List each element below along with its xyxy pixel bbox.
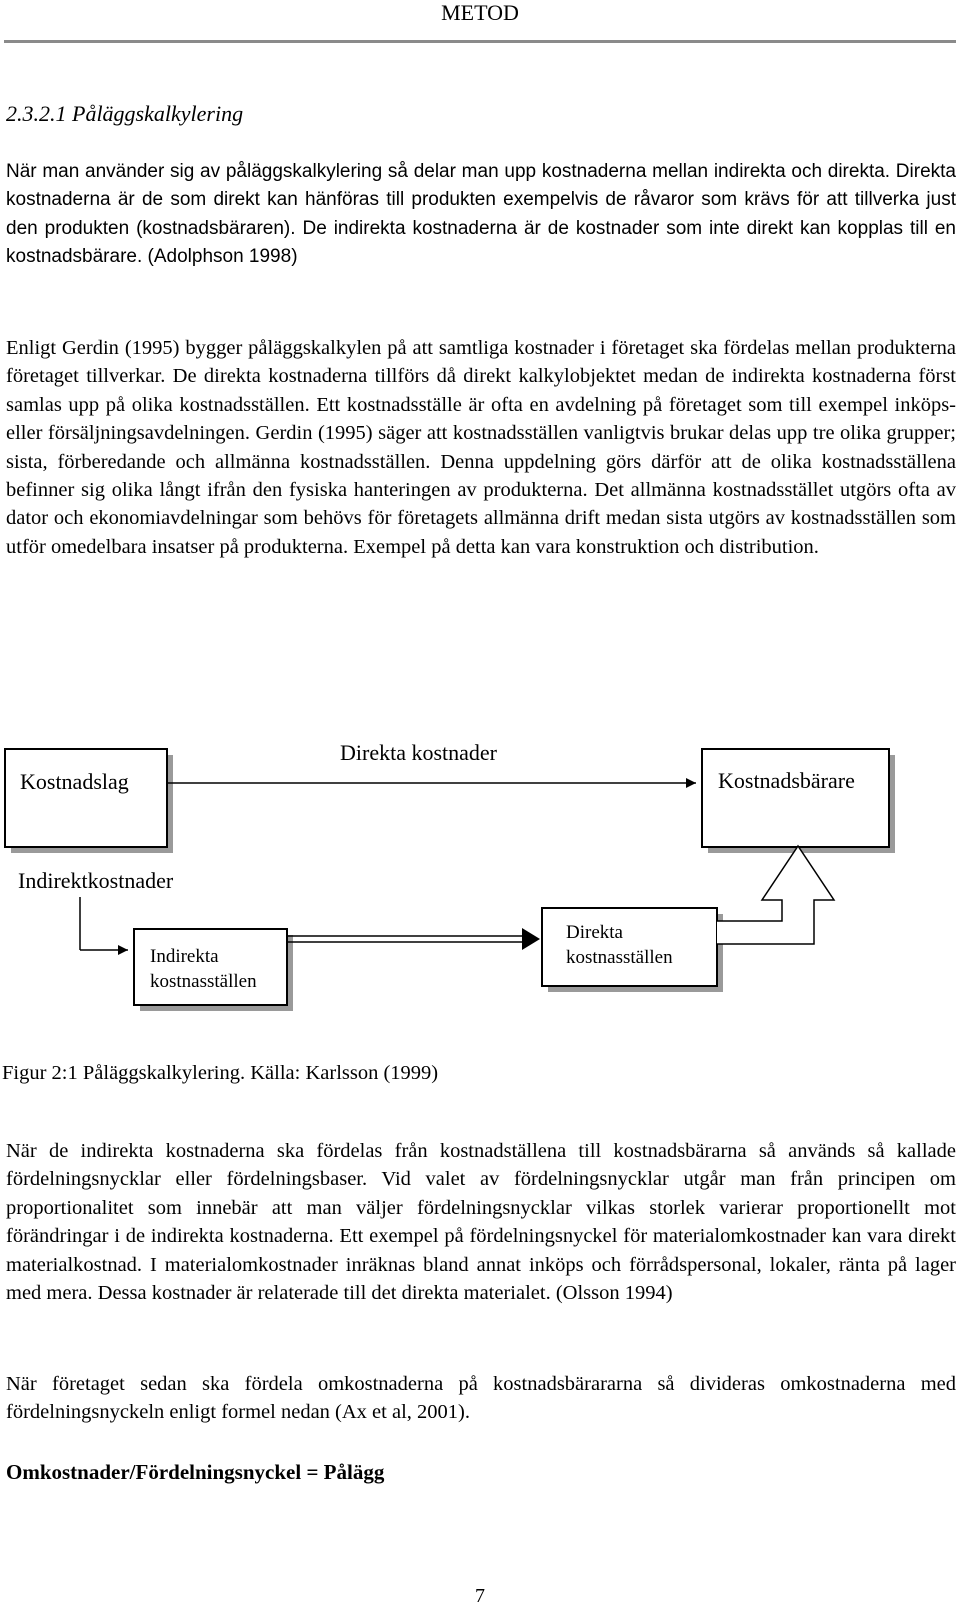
header-divider	[4, 40, 956, 43]
box-direkta-line2: kostnasställen	[566, 947, 673, 968]
box-kostnadsbarare-label: Kostnadsbärare	[718, 768, 855, 793]
figure-caption: Figur 2:1 Påläggskalkylering. Källa: Karlsson (1999)	[2, 1062, 439, 1084]
paragraph-fordela-omkostnader: När företaget sedan ska fördela omkostnaderna på kostnadsbärararna så divideras omkostnaderna med fördelningsnyckeln enligt formel nedan (Ax et al, 2001).	[6, 1373, 956, 1424]
paragraph-gerdin: Enligt Gerdin (1995) bygger påläggskalkylen på att samtliga kostnader i företaget ska fördelas mellan produkterna företaget tillverkar. De direkta kostnaderna tillförs då direkt kalkylobjektet medan de indirekta kostnaderna först samlas upp på olika kostnadsställen. Ett kostnadsställe är ofta en avdelning på företaget som till exempel inköps- eller försäljningsavdelningen. Gerdin (1995) säger att kostnadsställen vanligtvis brukar delas upp tre olika grupper; sista, förberedande och allmänna kostnadsställen. Denna uppdelning görs därför att de olika kostnadsställena befinner sig olika långt ifrån den fysiska hanteringen av produkterna. Det allmänna kostnadsstället utgörs ofta av dator och ekonomiavdelningar som behövs för företagets allmänna drift medan sista utgörs av kostnadsställen som utför omedelbara insatser på produkterna. Exempel på detta kan vara konstruktion och distribution.	[6, 337, 956, 558]
formula: Omkostnader/Fördelningsnyckel = Pålägg	[6, 1460, 385, 1484]
box-direkta-kostnasstallen	[542, 908, 723, 992]
paragraph-fordelningsnycklar: När de indirekta kostnaderna ska fördelas från kostnadställena till kostnadsbärarna så används så kallade fördelningsnycklar eller fördelningsbaser. Vid valet av fördelningsnycklar utgår man från principen om proportionalitet som innebär att man väljer fördelningsnycklar vilkas storlek varierar proportionellt mot förändringar i de indirekta kostnaderna. Ett exempel på fördelningsnyckel för materialomkostnader kan vara direkt materialkostnad. I materialomkostnader inräknas bland annat inköps och förrådspersonal, lokaler, ränta på lager med mera. Dessa kostnader är relaterade till det direkta materialet. (Olsson 1994)	[6, 1140, 956, 1305]
label-direkta-kostnader: Direkta kostnader	[340, 740, 497, 765]
box-kostnadslag	[5, 749, 173, 853]
block-arrow-up	[717, 846, 834, 944]
box-indirekta-line1: Indirekta	[150, 946, 219, 967]
figure-diagram	[0, 740, 960, 1045]
box-indirekta-kostnasstallen	[134, 929, 293, 1011]
section-heading: 2.3.2.1 Påläggskalkylering	[6, 101, 244, 126]
box-direkta-line1: Direkta	[566, 922, 623, 943]
label-indirektkostnader: Indirektkostnader	[18, 868, 174, 893]
box-indirekta-line2: kostnasställen	[150, 971, 257, 992]
arrow-double-indirekta-direkta	[287, 928, 540, 950]
page-header-title: METOD	[441, 0, 519, 25]
box-kostnadslag-label: Kostnadslag	[20, 769, 129, 794]
box-kostnadsbarare	[702, 749, 895, 853]
page-number: 7	[475, 1585, 485, 1607]
paragraph-intro: När man använder sig av påläggskalkylering så delar man upp kostnaderna mellan indirekta och direkta. Direkta kostnaderna är de som direkt kan hänföras till produkten exempelvis de råvaror som krävs för att tillverka just den produkten (kostnadsbäraren). De indirekta kostnaderna är de kostnader som inte direkt kan kopplas till en kostnadsbärare. (Adolphson 1998)	[6, 161, 956, 268]
